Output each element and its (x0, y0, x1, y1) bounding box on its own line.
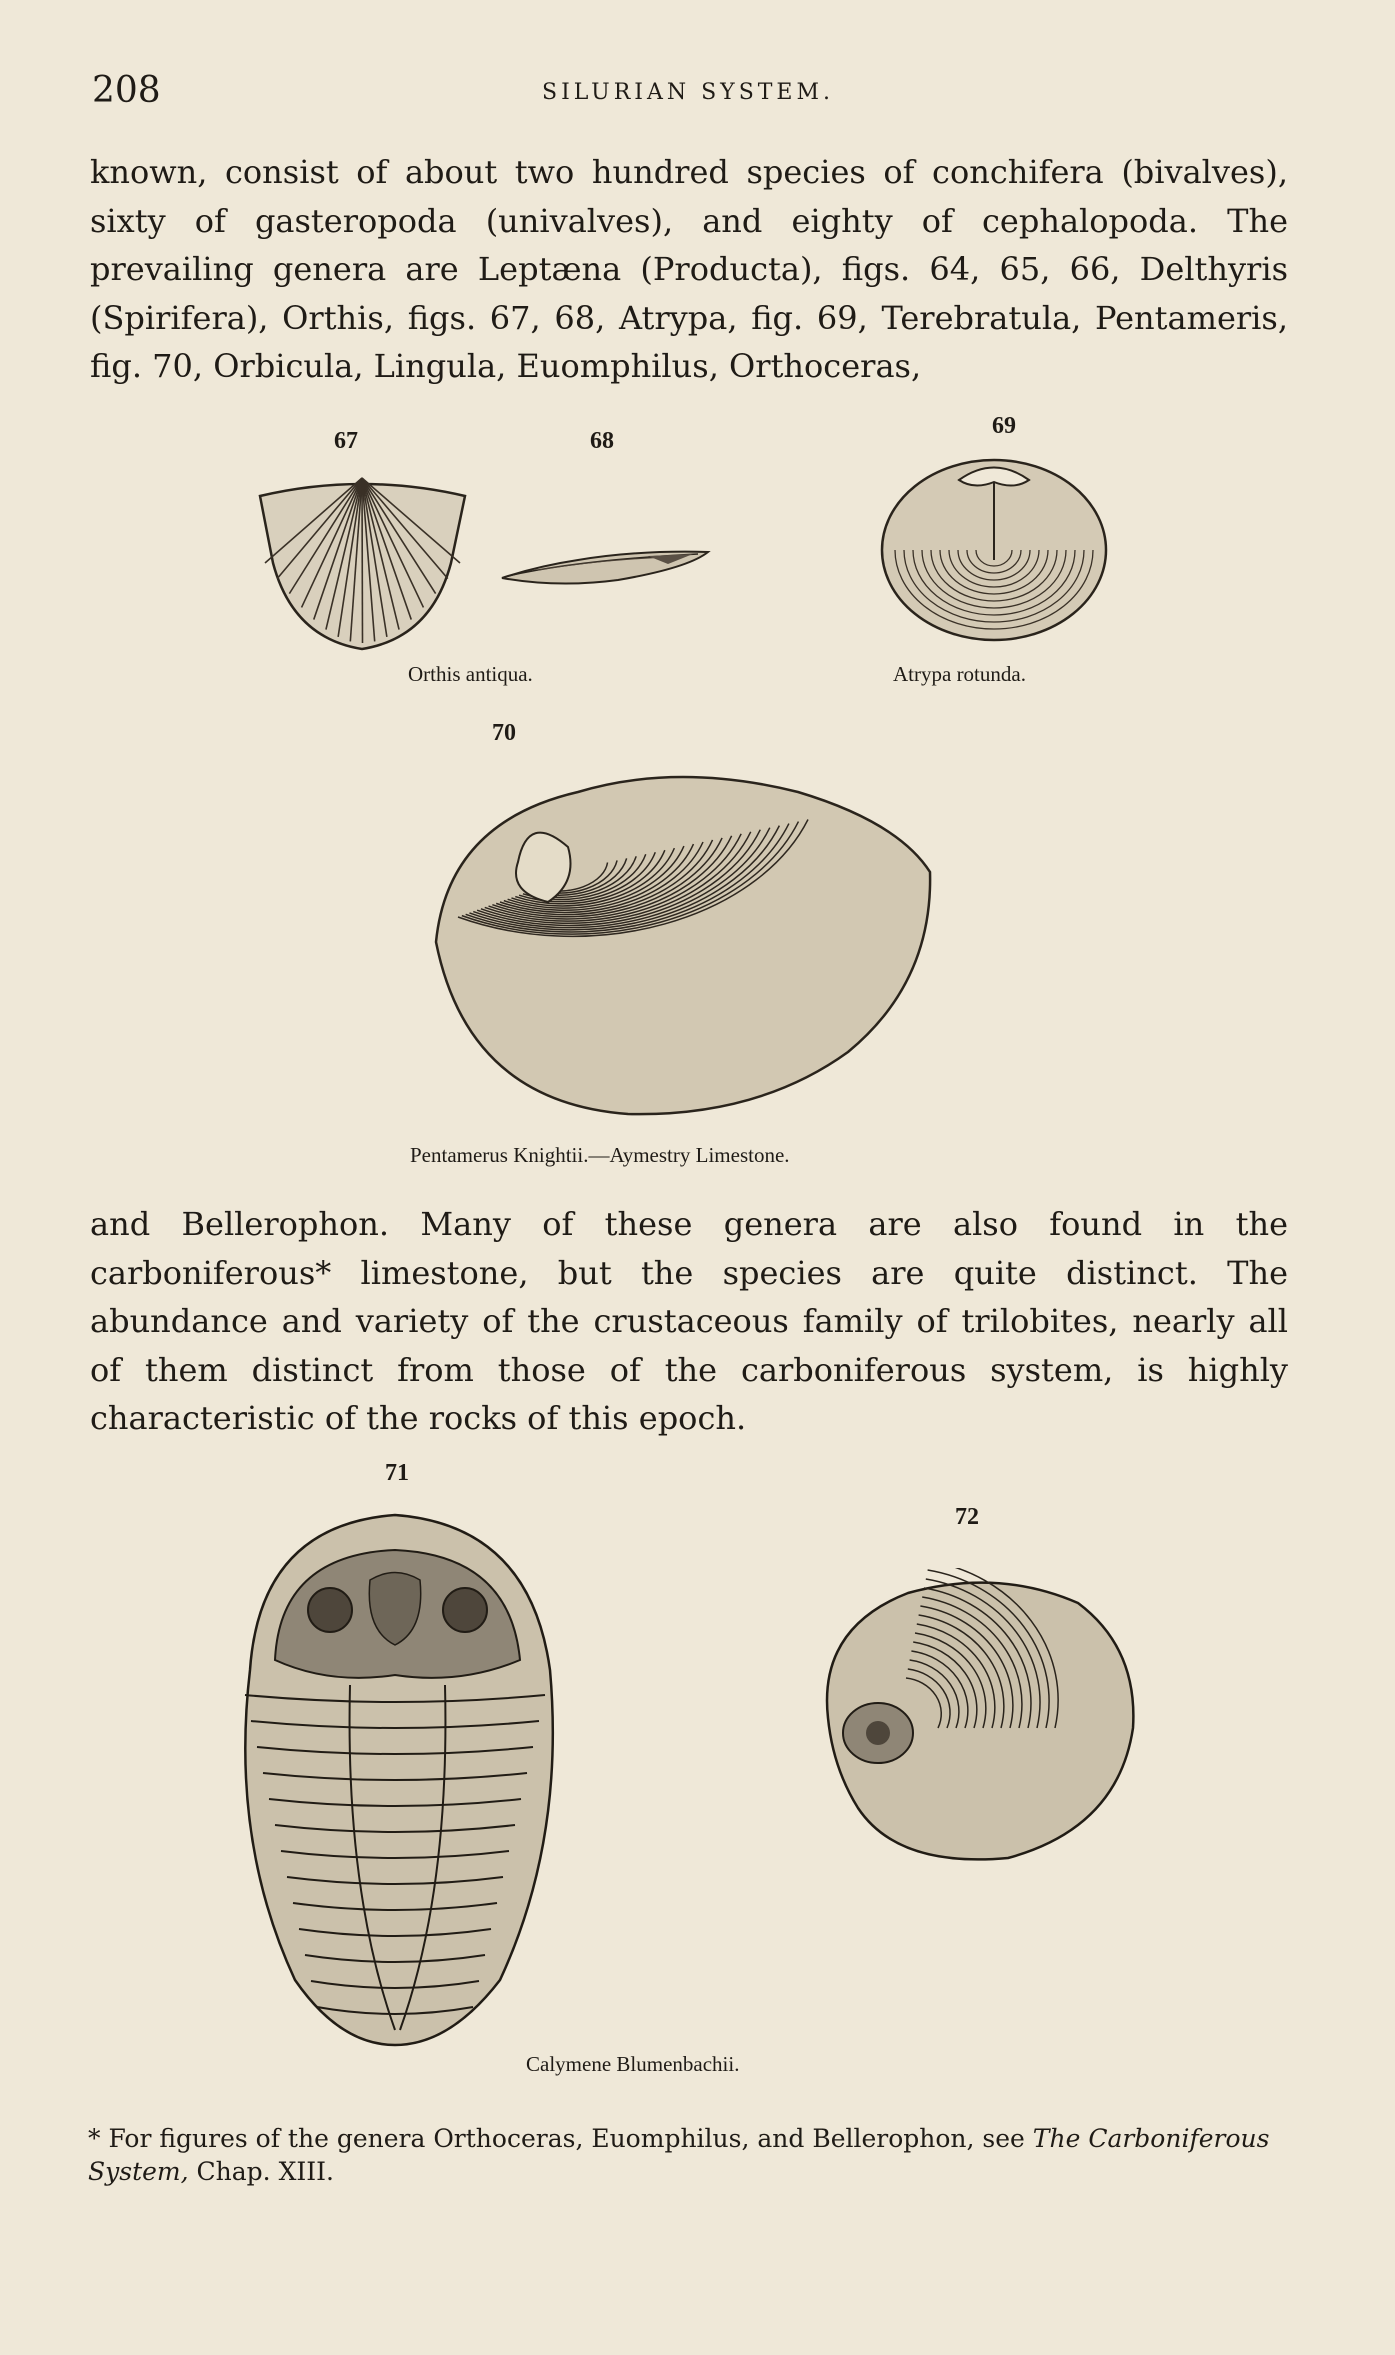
figure-72-number: 72 (955, 1504, 979, 1530)
pentamerus-shell-illustration (428, 752, 938, 1122)
page-number: 208 (92, 70, 161, 111)
figure-71-number: 71 (385, 1460, 409, 1486)
caption-atrypa: Atrypa rotunda. (893, 662, 1026, 686)
paragraph-2: and Bellerophon. Many of these genera are also found in the carboniferous* limestone, but the species are quite distinct. The abundance and variety of the crustaceous family of trilobites, nearly all of them distinct from those of the carboniferous system, is highly characteristic of the rocks of this epoch. (90, 1205, 1288, 1437)
paragraph-1: known, consist of about two hundred species of conchifera (bivalves), sixty of gasteropoda (univalves), and eighty of cephalopoda. The prevailing genera are Leptæna (Producta), figs. 64, 65, 66, Delthyris (Spirifera), Orthis, figs. 67, 68, Atrypa, fig. 69, Terebratula, Pentameris, fig. 70, Orbicula, Lingula, Euomphilus, Orthoceras, (90, 153, 1288, 385)
orthis-shell-illustration (255, 468, 470, 653)
figure-68-number: 68 (590, 428, 614, 454)
figure-70-number: 70 (492, 720, 516, 746)
page-header (92, 70, 1292, 120)
running-head: SILURIAN SYSTEM. (542, 80, 835, 105)
caption-pentamerus: Pentamerus Knightii.—Aymestry Limestone. (410, 1143, 790, 1167)
orthis-profile-illustration (498, 530, 713, 590)
caption-orthis: Orthis antiqua. (408, 662, 533, 686)
orthis-rib (362, 478, 363, 643)
footnote-book-title: The Carboniferous System, (88, 2124, 1270, 2186)
caption-calymene: Calymene Blumenbachii. (526, 2052, 740, 2076)
footnote-chapter: Chap. XIII. (196, 2157, 334, 2186)
figure-69-number: 69 (992, 413, 1016, 439)
footnote-lead: * For figures of the genera Orthoceras, Euomphilus, and Bellerophon, see (88, 2124, 1025, 2153)
calymene-trilobite-illustration (220, 1510, 575, 2050)
footnote (88, 2122, 1288, 2188)
calymene-rolled-illustration (808, 1568, 1143, 1868)
figure-67-number: 67 (334, 428, 358, 454)
atrypa-shell-illustration (874, 450, 1114, 645)
